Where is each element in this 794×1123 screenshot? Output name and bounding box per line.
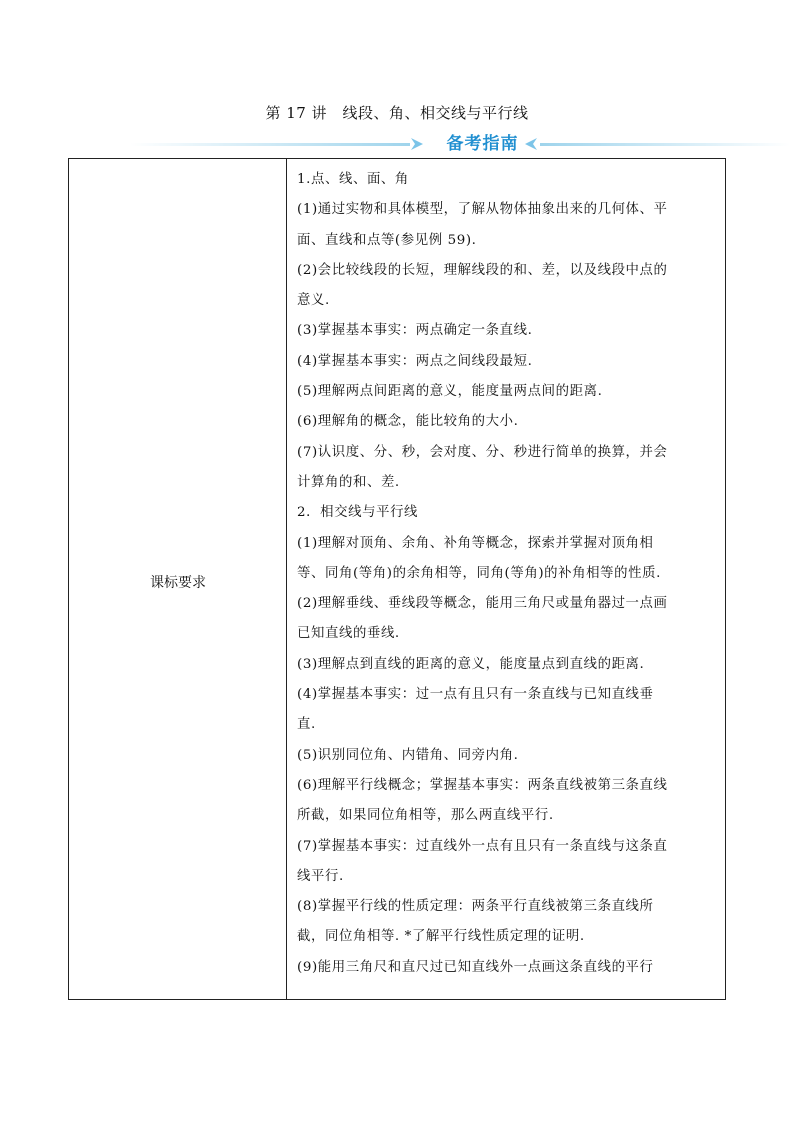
content-line: (7)认识度、分、秒，会对度、分、秒进行简单的换算，并会 [297, 444, 668, 460]
content-line: 直. [297, 717, 316, 733]
content-line: 等、同角(等角)的余角相等，同角(等角)的补角相等的性质. [297, 565, 661, 581]
section-banner [130, 132, 790, 156]
content-line: 1.点、线、面、角 [297, 172, 409, 187]
banner-line-right [540, 143, 790, 146]
content-line: (3)理解点到直线的距离的意义，能度量点到直线的距离. [297, 656, 645, 672]
row-label: 课标要求 [150, 575, 206, 591]
lecture-title: 第 17 讲 线段、角、相交线与平行线 [265, 104, 529, 122]
content-line: 线平行. [297, 868, 344, 884]
content-line: (7)掌握基本事实：过直线外一点有且只有一条直线与这条直 [297, 838, 668, 854]
content-line: (6)理解平行线概念；掌握基本事实：两条直线被第三条直线 [297, 777, 668, 793]
content-line: (3)掌握基本事实：两点确定一条直线. [297, 323, 533, 339]
content-line: (2)会比较线段的长短，理解线段的和、差，以及线段中点的 [297, 262, 668, 278]
content-line: 面、直线和点等(参见例 59). [297, 232, 477, 248]
content-line: 已知直线的垂线. [297, 626, 400, 642]
banner-line-left [130, 143, 410, 146]
chevron-right-icon [408, 135, 426, 153]
content-line: 截，同位角相等. *了解平行线性质定理的证明. [297, 929, 585, 945]
content-line: 2．相交线与平行线 [297, 505, 419, 521]
content-line: (1)通过实物和具体模型，了解从物体抽象出来的几何体、平 [297, 202, 668, 218]
curriculum-table [68, 158, 726, 1000]
content-line: (5)识别同位角、内错角、同旁内角. [297, 747, 519, 763]
content-line: (4)掌握基本事实：两点之间线段最短. [297, 353, 533, 369]
table-label-cell [69, 159, 287, 999]
table-content-cell [287, 159, 725, 999]
content-line: (2)理解垂线、垂线段等概念，能用三角尺或量角器过一点画 [297, 596, 668, 612]
content-line: (8)掌握平行线的性质定理：两条平行直线被第三条直线所 [297, 899, 654, 915]
content-line: (1)理解对顶角、余角、补角等概念，探索并掌握对顶角相 [297, 535, 654, 551]
content-line: 意义. [297, 293, 330, 309]
content-line: (4)掌握基本事实：过一点有且只有一条直线与已知直线垂 [297, 687, 654, 703]
content-line: 所截，如果同位角相等，那么两直线平行. [297, 808, 554, 824]
content-line: (6)理解角的概念，能比较角的大小. [297, 414, 519, 430]
content-line: (9)能用三角尺和直尺过已知直线外一点画这条直线的平行 [297, 959, 654, 975]
banner-label: 备考指南 [446, 134, 519, 154]
content-line: (5)理解两点间距离的意义，能度量两点间的距离. [297, 384, 603, 400]
chevron-left-icon [522, 135, 540, 153]
content-line: 计算角的和、差. [297, 474, 400, 490]
